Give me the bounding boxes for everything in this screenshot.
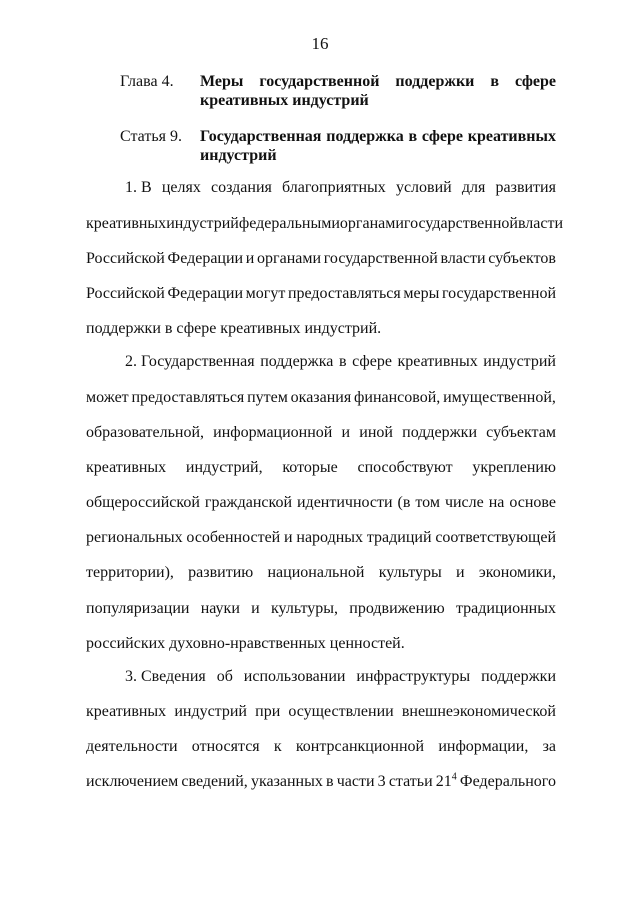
word: федеральными — [238, 215, 340, 232]
article-label: Статья 9. — [120, 128, 182, 145]
word: имущественной, — [443, 389, 556, 406]
word: креативных — [86, 215, 167, 232]
paragraph-2-line-5 — [86, 494, 556, 512]
word: относятся — [191, 738, 260, 755]
word: для — [461, 179, 486, 196]
word: традиций — [366, 529, 432, 546]
word: Российской — [86, 285, 165, 302]
word: поддержки — [481, 668, 556, 685]
paragraph-2-line-1 — [125, 353, 556, 371]
word: развитию — [188, 564, 254, 581]
word: национальной — [267, 564, 365, 581]
word: числе — [444, 494, 484, 511]
paragraph-2-line-9 — [86, 635, 556, 653]
article-title: Государственная поддержка в сфере креативных индустрий — [200, 128, 556, 164]
word: внешнеэкономической — [401, 703, 556, 720]
word: культуры — [378, 564, 442, 581]
word: индустрий, — [185, 459, 263, 476]
word: креативных — [397, 353, 478, 370]
word: государственной — [441, 285, 556, 302]
paragraph-2-line-2 — [86, 389, 556, 407]
word: государственной — [323, 250, 438, 267]
word: финансовой, — [354, 389, 441, 406]
word: традиционных — [455, 600, 556, 617]
word: деятельности — [86, 738, 178, 755]
word: и — [251, 600, 260, 617]
paragraph-1-line-4 — [86, 285, 556, 303]
word: субъектов — [488, 250, 556, 267]
word: том — [415, 494, 440, 511]
word: власти — [440, 250, 486, 267]
word: территории), — [86, 564, 174, 581]
word: органами — [339, 215, 404, 232]
chapter-title: Меры государственной поддержки в сфере креативных индустрий — [200, 73, 556, 109]
word: может — [86, 389, 129, 406]
word: исключением — [86, 773, 179, 790]
word: при — [255, 703, 281, 720]
word: 3 — [377, 773, 386, 790]
word: могут — [245, 285, 286, 302]
word: условий — [395, 179, 452, 196]
word: культуры, — [270, 600, 339, 617]
word: российских духовно-нравственных ценностей. — [86, 635, 405, 652]
word: идентичности — [296, 494, 393, 511]
word: экономики, — [478, 564, 556, 581]
word: использовании — [243, 668, 346, 685]
word: поддержки в сфере креативных индустрий. — [86, 320, 382, 337]
paragraph-2-line-6 — [86, 529, 556, 547]
word: развития — [495, 179, 556, 196]
chapter-label: Глава 4. — [120, 73, 174, 90]
paragraph-1-line-1 — [125, 179, 556, 197]
word: образовательной, — [86, 424, 204, 441]
word: 1. В — [125, 179, 152, 196]
word: субъектам — [486, 424, 556, 441]
word: указанных — [250, 773, 323, 790]
word: которые — [282, 459, 338, 476]
word: предоставляться — [287, 285, 401, 302]
word: гражданской — [204, 494, 293, 511]
word: к — [273, 738, 282, 755]
word: Федерации — [167, 250, 244, 267]
word: путем — [247, 389, 288, 406]
word: государственной — [403, 215, 518, 232]
word: поддержка — [260, 353, 334, 370]
word: меры — [403, 285, 440, 302]
word: особенностей — [186, 529, 281, 546]
word: индустрий — [166, 215, 239, 232]
word: и — [284, 529, 293, 546]
word: (в — [397, 494, 411, 511]
word: благоприятных — [282, 179, 386, 196]
word: за — [542, 738, 556, 755]
word: $21^4$ — [435, 771, 457, 790]
word: сфере — [352, 353, 392, 370]
word: и — [341, 424, 351, 441]
paragraph-3-line-2 — [86, 703, 556, 721]
word: контрсанкционной — [295, 738, 425, 755]
paragraph-3-line-3 — [86, 738, 556, 756]
word: осуществлении — [288, 703, 394, 720]
word: науки — [200, 600, 240, 617]
word: региональных — [86, 529, 183, 546]
word: статьи — [388, 773, 433, 790]
word: оказания — [290, 389, 352, 406]
word: создания — [211, 179, 272, 196]
paragraph-2-line-8 — [86, 600, 556, 618]
word: продвижению — [349, 600, 445, 617]
word: на — [488, 494, 505, 511]
word: основе — [509, 494, 556, 511]
paragraph-3-line-1 — [125, 668, 556, 686]
word: Федерального — [459, 773, 556, 790]
word: и — [456, 564, 465, 581]
word: общероссийской — [86, 494, 200, 511]
word: 3. Сведения — [125, 668, 206, 685]
word: инфраструктуры — [356, 668, 471, 685]
word: популяризации — [86, 600, 190, 617]
word: целях — [161, 179, 201, 196]
word: Федерации — [167, 285, 244, 302]
word: в — [326, 773, 334, 790]
word: 2. Государственная — [125, 353, 255, 370]
word: соответствующей — [435, 529, 556, 546]
paragraph-3-line-4 — [86, 773, 556, 791]
word: Российской — [86, 250, 165, 267]
word: предоставляться — [131, 389, 245, 406]
word: и — [245, 250, 255, 267]
word: креативных — [86, 459, 167, 476]
word: власти — [517, 215, 564, 232]
word: информационной — [213, 424, 333, 441]
paragraph-1-line-5 — [86, 320, 556, 338]
word: поддержки — [402, 424, 477, 441]
word: части — [336, 773, 375, 790]
paragraph-2-line-3 — [86, 424, 556, 442]
word: индустрий — [174, 703, 247, 720]
word: иной — [359, 424, 393, 441]
paragraph-1-line-2 — [86, 215, 564, 233]
word: в — [338, 353, 347, 370]
word: креативных — [86, 703, 167, 720]
word: укреплению — [472, 459, 556, 476]
word: способствуют — [357, 459, 453, 476]
paragraph-1-line-3 — [86, 250, 556, 268]
word: народных — [296, 529, 364, 546]
paragraph-2-line-4 — [86, 459, 556, 477]
paragraph-2-line-7 — [86, 564, 556, 582]
word: сведений, — [181, 773, 248, 790]
word: индустрий — [483, 353, 556, 370]
word: об — [216, 668, 233, 685]
page-number: 16 — [311, 34, 329, 53]
word: органами — [257, 250, 322, 267]
footnote-superscript: 4 — [451, 771, 457, 783]
word: информации, — [438, 738, 529, 755]
